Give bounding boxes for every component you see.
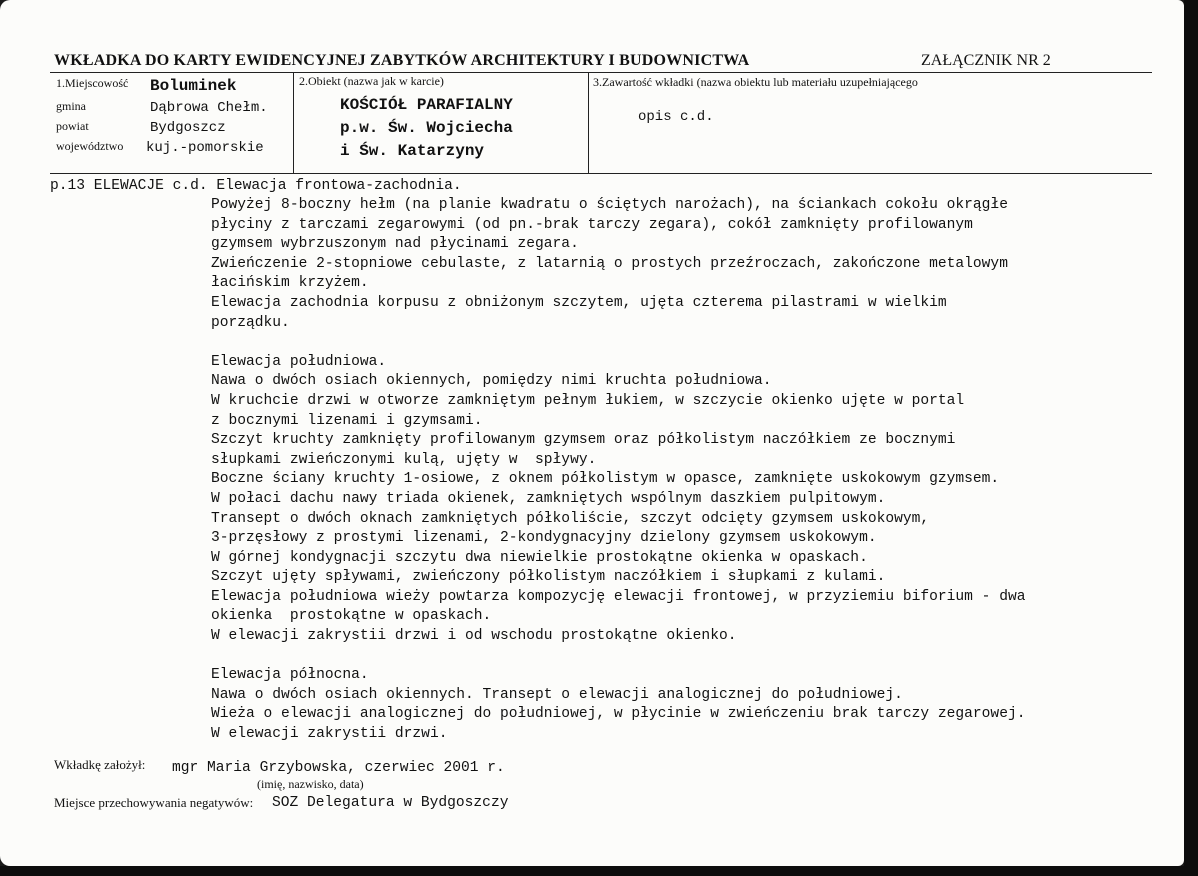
- header-rule-top: [50, 72, 1152, 73]
- description-line: Elewacja zachodnia korpusu z obniżonym szczytem, ujęta czterema pilastrami w wielkim: [211, 294, 947, 311]
- object-name-line-3: i Św. Katarzyny: [340, 142, 485, 160]
- description-line: Powyżej 8-boczny hełm (na planie kwadratu o ściętych narożach), na ściankach cokołu okrągłe: [211, 197, 1008, 213]
- author-hint: (imię, nazwisko, data): [257, 777, 364, 791]
- description-line: Nawa o dwóch osiach okiennych. Transept o elewacji analogicznej do południowej.: [211, 686, 903, 703]
- column-divider-2: [588, 72, 589, 173]
- description-line: Szczyt kruchty zamknięty profilowanym gzymsem oraz półkolistym naczółkiem ze bocznymi: [211, 432, 956, 449]
- storage-label: Miejsce przechowywania negatywów:: [54, 795, 254, 810]
- annex-number: ZAŁĄCZNIK NR 2: [921, 52, 1051, 69]
- description-line: Elewacja południowa.: [211, 353, 387, 370]
- blank-line: [211, 647, 1025, 667]
- description-line: Transept o dwóch oknach zamkniętych półkoliście, szczyt odcięty gzymsem uskokowym,: [211, 510, 930, 527]
- scan-edge-bottom: [0, 866, 1198, 876]
- description-line: Nawa o dwóch osiach okiennych, pomiędzy nimi kruchta południowa.: [211, 373, 772, 390]
- description-line: W górnej kondygnacji szczytu dwa niewielkie prostokątne okienka w opaskach.: [211, 549, 868, 566]
- description-line: Elewacja północna.: [211, 667, 369, 684]
- object-name-line-1: KOŚCIÓŁ PARAFIALNY: [340, 96, 513, 114]
- description-line: łacińskim krzyżem.: [211, 275, 369, 292]
- description-first-line: p.13 ELEWACJE c.d. Elewacja frontowa-zachodnia.: [50, 178, 462, 194]
- description-line: okienka prostokątne w opaskach.: [211, 608, 492, 625]
- scan-edge-right: [1184, 0, 1198, 876]
- description-line: z bocznymi lizenami i gzymsami.: [211, 412, 483, 429]
- province-label: województwo: [56, 139, 124, 153]
- description-line: Wieża o elewacji analogicznej do południowej, w płycinie w zwieńczeniu brak tarczy zegarowej.: [211, 706, 1026, 723]
- description-line: porządku.: [211, 314, 290, 331]
- commune-value: Dąbrowa Chełm.: [150, 100, 268, 116]
- description-line: Boczne ściany kruchty 1-osiowe, z oknem półkolistym w opasce, zamknięte uskokowym gzymsem.: [211, 471, 1000, 488]
- county-value: Bydgoszcz: [150, 120, 226, 136]
- column-divider-1: [293, 72, 294, 173]
- header-rule-bottom: [50, 173, 1152, 174]
- description-line: W połaci dachu nawy triada okienek, zamkniętych wspólnym daszkiem pulpitowym.: [211, 490, 886, 507]
- description-line: gzymsem wybrzuszonym nad płycinami zegara.: [211, 236, 579, 253]
- document-title: WKŁADKA DO KARTY EWIDENCYJNEJ ZABYTKÓW ARCHITEKTURY I BUDOWNICTWA: [54, 52, 750, 69]
- description-line: słupkami zwieńczonymi kulą, ujęty w spływy.: [211, 451, 597, 468]
- description-line: W kruchcie drzwi w otworze zamkniętym pełnym łukiem, w szczycie okienko ujęte w portal: [211, 392, 965, 409]
- blank-line: [211, 333, 1025, 353]
- place-label: 1.Miejscowość: [56, 76, 129, 90]
- description-line: 3-przęsłowy z prostymi lizenami, 2-kondygnacyjny dzielony gzymsem uskokowym.: [211, 530, 877, 547]
- description-body: [211, 196, 1025, 745]
- object-name-line-2: p.w. Św. Wojciecha: [340, 119, 513, 137]
- author-label: Wkładkę założył:: [54, 757, 146, 772]
- description-line: W elewacji zakrystii drzwi i od wschodu prostokątne okienko.: [211, 628, 737, 645]
- contents-label: 3.Zawartość wkładki (nazwa obiektu lub materiału uzupełniającego: [593, 75, 918, 89]
- storage-value: SOZ Delegatura w Bydgoszczy: [272, 795, 509, 811]
- description-line: W elewacji zakrystii drzwi.: [211, 726, 448, 743]
- author-value: mgr Maria Grzybowska, czerwiec 2001 r.: [172, 760, 505, 776]
- county-label: powiat: [56, 119, 89, 133]
- description-line: Szczyt ujęty spływami, zwieńczony półkolistym naczółkiem i słupkami z kulami.: [211, 569, 886, 586]
- place-value: Boluminek: [150, 77, 237, 95]
- description-line: Elewacja południowa wieży powtarza kompozycję elewacji frontowej, w przyziemiu biforium - dwa: [211, 588, 1026, 605]
- commune-label: gmina: [56, 99, 86, 113]
- province-value: kuj.-pomorskie: [146, 140, 264, 156]
- contents-value: opis c.d.: [638, 109, 714, 125]
- description-line: płyciny z tarczami zegarowymi (od pn.-brak tarczy zegara), cokół zamknięty profilowanym: [211, 216, 973, 233]
- object-label: 2.Obiekt (nazwa jak w karcie): [299, 74, 444, 88]
- description-line: Zwieńczenie 2-stopniowe cebulaste, z latarnią o prostych przeźroczach, zakończone metalowym: [211, 255, 1008, 272]
